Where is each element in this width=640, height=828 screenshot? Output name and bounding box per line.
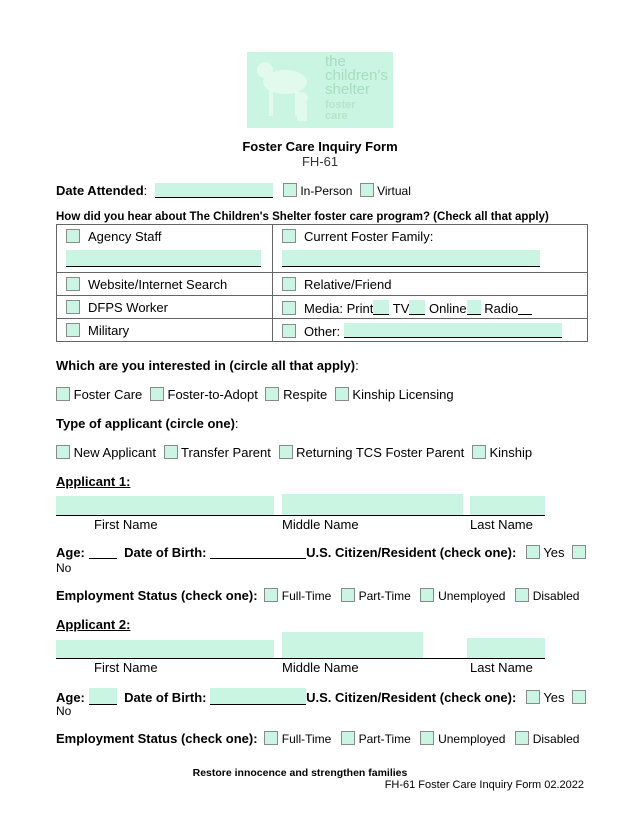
- media-radio-blank[interactable]: [518, 300, 532, 315]
- date-attended-label: Date Attended: [56, 183, 144, 198]
- media-print-blank[interactable]: [373, 300, 389, 315]
- applicant-1-last-name-label: Last Name: [470, 517, 533, 532]
- applicant-2-middle-name-label: Middle Name: [282, 660, 359, 675]
- media-online-blank[interactable]: [467, 300, 481, 315]
- relative-checkbox[interactable]: [282, 277, 296, 291]
- new-applicant-checkbox[interactable]: [56, 445, 70, 459]
- applicant-2-age-input[interactable]: [89, 688, 117, 705]
- foster-to-adopt-checkbox[interactable]: [150, 387, 164, 401]
- applicant-1-middle-name-label: Middle Name: [282, 517, 359, 532]
- dfps-checkbox[interactable]: [66, 300, 80, 314]
- current-foster-field[interactable]: [282, 250, 540, 267]
- foster-care-checkbox[interactable]: [56, 387, 70, 401]
- applicant-2-disabled-checkbox[interactable]: [515, 731, 529, 745]
- applicant-2-yes-checkbox[interactable]: [526, 690, 540, 704]
- in-person-checkbox[interactable]: [283, 183, 297, 197]
- applicant-type-question-row: Type of applicant (circle one):: [56, 416, 239, 431]
- applicant-1-heading: Applicant 1:: [56, 474, 131, 489]
- applicant-2-first-name-input[interactable]: [56, 640, 274, 658]
- applicant-2-no-checkbox[interactable]: [572, 690, 586, 704]
- applicant-type-question: Type of applicant (circle one): [56, 416, 235, 431]
- kinship-checkbox[interactable]: [472, 445, 486, 459]
- form-title: Foster Care Inquiry Form: [242, 139, 398, 154]
- other-field[interactable]: [344, 323, 562, 338]
- interest-question-row: Which are you interested in (circle all that apply):: [56, 358, 359, 373]
- applicant-type-options: New Applicant Transfer Parent Returning TCS Foster Parent Kinship: [56, 445, 532, 460]
- current-foster-checkbox[interactable]: [282, 229, 296, 243]
- agency-staff-field[interactable]: [66, 250, 261, 267]
- website-checkbox[interactable]: [66, 277, 80, 291]
- applicant-1-disabled-checkbox[interactable]: [515, 588, 529, 602]
- applicant-2-middle-name-input[interactable]: [282, 632, 423, 658]
- date-attended-field[interactable]: [155, 183, 273, 198]
- applicant-1-dob-input[interactable]: [210, 545, 306, 559]
- other-checkbox[interactable]: [282, 324, 296, 338]
- interest-question: Which are you interested in (circle all that apply): [56, 358, 356, 373]
- media-tv-blank[interactable]: [409, 300, 425, 315]
- applicant-1-middle-name-input[interactable]: [282, 494, 463, 515]
- applicant-1-first-name-label: First Name: [94, 517, 158, 532]
- date-attended-row: Date Attended:: [56, 183, 273, 198]
- applicant-2-unemployed-checkbox[interactable]: [420, 731, 434, 745]
- respite-checkbox[interactable]: [265, 387, 279, 401]
- applicant-1-part-time-checkbox[interactable]: [341, 588, 355, 602]
- applicant-2-heading: Applicant 2:: [56, 617, 131, 632]
- attendance-options: In-Person Virtual: [283, 183, 411, 198]
- media-checkbox[interactable]: [282, 301, 296, 315]
- military-checkbox[interactable]: [66, 323, 80, 337]
- applicant-2-details-row: Age: Date of Birth: U.S. Citizen/Resident (check one): Yes: [56, 688, 586, 705]
- applicant-1-age-input[interactable]: [89, 545, 117, 559]
- form-code: FH-61: [301, 154, 339, 169]
- source-question: How did you hear about The Children's Shelter foster care program? (Check all that apply): [56, 211, 549, 223]
- footer-tagline: Restore innocence and strengthen families: [192, 767, 408, 779]
- applicant-2-dob-input[interactable]: [210, 688, 306, 705]
- applicant-2-last-name-input[interactable]: [467, 638, 545, 658]
- source-table: Agency Staff Current Foster Family: Website/Internet Search Relative/Friend DFPS Worker Media: Print TV Online Radio Military Other:: [56, 224, 588, 342]
- applicant-1-name-line: [56, 515, 545, 516]
- applicant-2-no-label: No: [56, 704, 72, 718]
- agency-staff-checkbox[interactable]: [66, 229, 80, 243]
- applicant-1-no-checkbox[interactable]: [572, 545, 586, 559]
- applicant-1-yes-checkbox[interactable]: [526, 545, 540, 559]
- applicant-1-unemployed-checkbox[interactable]: [420, 588, 434, 602]
- applicant-1-first-name-input[interactable]: [56, 496, 274, 515]
- transfer-parent-checkbox[interactable]: [164, 445, 178, 459]
- applicant-1-no-label: No: [56, 561, 72, 575]
- applicant-1-details-row: Age: Date of Birth: U.S. Citizen/Resident (check one): Yes: [56, 545, 586, 560]
- shelter-logo: the children's shelter foster care: [247, 52, 393, 128]
- kinship-licensing-checkbox[interactable]: [335, 387, 349, 401]
- applicant-2-full-time-checkbox[interactable]: [264, 731, 278, 745]
- child-with-lamb-icon: [247, 52, 327, 128]
- applicant-1-last-name-input[interactable]: [470, 496, 545, 515]
- applicant-2-last-name-label: Last Name: [470, 660, 533, 675]
- footer-form-id: FH-61 Foster Care Inquiry Form 02.2022: [384, 779, 584, 791]
- applicant-2-part-time-checkbox[interactable]: [341, 731, 355, 745]
- applicant-2-first-name-label: First Name: [94, 660, 158, 675]
- applicant-1-full-time-checkbox[interactable]: [264, 588, 278, 602]
- applicant-2-name-line: [56, 658, 545, 659]
- applicant-1-employment-row: Employment Status (check one): Full-Time Part-Time Unemployed Disabled: [56, 588, 580, 603]
- virtual-checkbox[interactable]: [360, 183, 374, 197]
- interest-options: Foster Care Foster-to-Adopt Respite Kinship Licensing: [56, 387, 454, 402]
- returning-parent-checkbox[interactable]: [279, 445, 293, 459]
- applicant-2-employment-row: Employment Status (check one): Full-Time Part-Time Unemployed Disabled: [56, 731, 580, 746]
